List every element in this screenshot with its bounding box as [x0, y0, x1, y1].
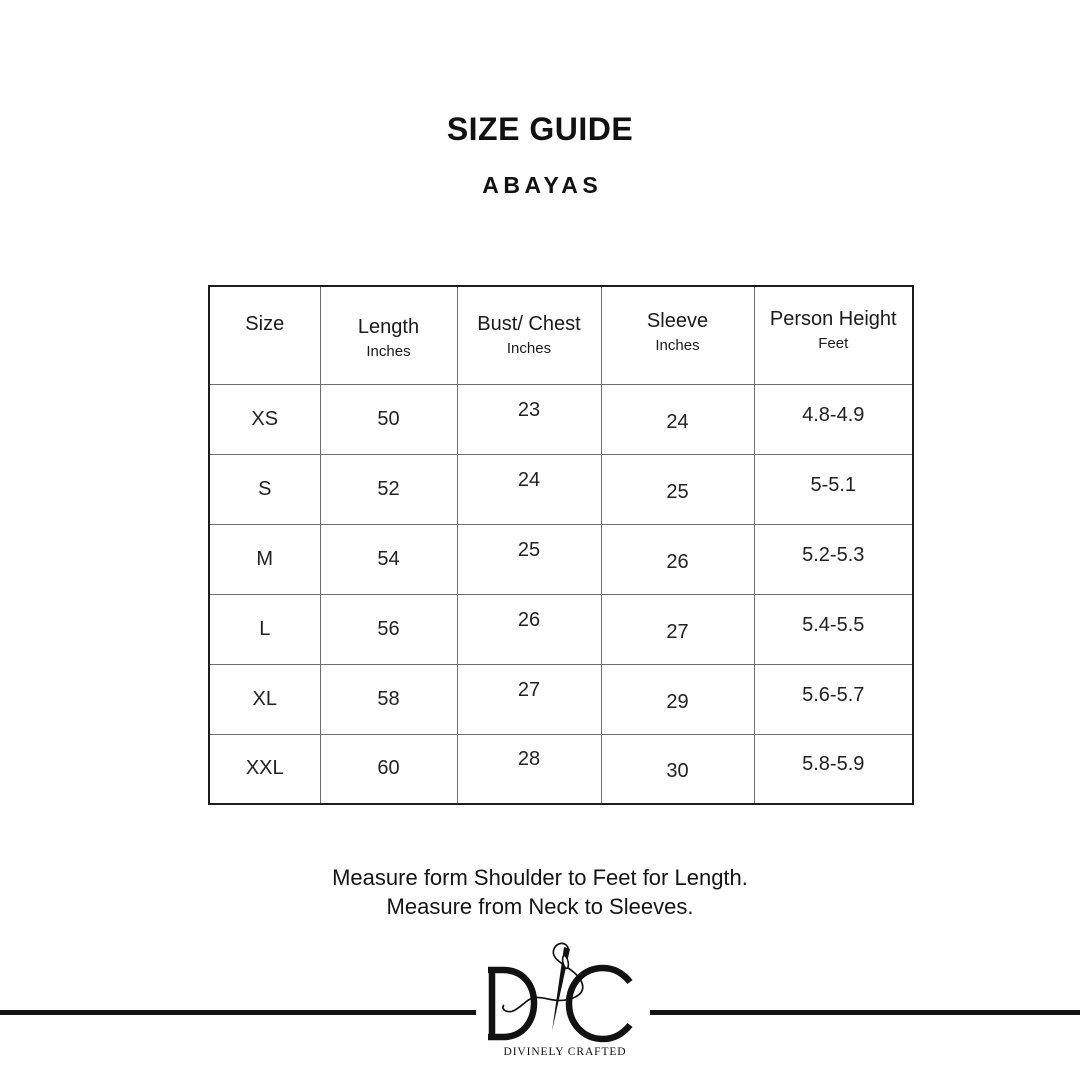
letter-d-glyph [488, 970, 534, 1037]
col-label: Person Height [769, 307, 897, 330]
col-unit [210, 340, 320, 358]
sleeve-cell: 26 [601, 524, 754, 594]
col-header-person-height [754, 286, 913, 384]
measurement-notes [0, 864, 1080, 921]
header-row [209, 286, 913, 384]
bust-cell: 24 [457, 454, 601, 524]
divider-line-right [650, 1010, 1080, 1015]
sleeve-cell: 27 [601, 594, 754, 664]
size-cell: XL [209, 664, 320, 734]
size-chart-table [208, 285, 914, 805]
height-cell: 4.8-4.9 [754, 384, 913, 454]
col-header-bust-chest [457, 286, 601, 384]
table-row-l [209, 594, 913, 664]
bust-cell: 26 [457, 594, 601, 664]
table-row-xs [209, 384, 913, 454]
note-line-2: Measure from Neck to Sleeves. [386, 893, 694, 919]
table-row-m [209, 524, 913, 594]
sleeve-cell: 30 [601, 734, 754, 804]
col-unit: Inches [655, 336, 700, 354]
col-label: Sleeve [646, 309, 709, 332]
col-unit: Inches [506, 339, 552, 357]
needle-icon [552, 947, 570, 1031]
height-cell: 5.2-5.3 [754, 524, 913, 594]
size-cell: S [209, 454, 320, 524]
bust-cell: 27 [457, 664, 601, 734]
height-cell: 5.4-5.5 [754, 594, 913, 664]
col-label: Bust/ Chest [477, 312, 581, 335]
letter-c-glyph [569, 968, 630, 1039]
col-header-size [209, 286, 320, 384]
bust-cell: 25 [457, 524, 601, 594]
size-cell: L [209, 594, 320, 664]
page-subtitle: ABAYAS [482, 172, 603, 198]
bust-cell: 23 [457, 384, 601, 454]
brand-name: DIVINELY CRAFTED [503, 1046, 627, 1058]
table-row-xxl [209, 734, 913, 804]
length-cell: 56 [320, 594, 457, 664]
divider-line-left [0, 1010, 476, 1015]
page-title: SIZE GUIDE [446, 111, 634, 147]
size-cell: XXL [209, 734, 320, 804]
sleeve-cell: 25 [601, 454, 754, 524]
col-header-length [320, 286, 457, 384]
height-cell: 5.8-5.9 [754, 734, 913, 804]
col-unit: Feet [818, 334, 849, 352]
col-label: Length [357, 315, 420, 338]
height-cell: 5-5.1 [754, 454, 913, 524]
size-cell: M [209, 524, 320, 594]
col-header-sleeve [601, 286, 754, 384]
col-unit: Inches [366, 342, 411, 360]
length-cell: 52 [320, 454, 457, 524]
length-cell: 60 [320, 734, 457, 804]
note-line-1: Measure form Shoulder to Feet for Length. [332, 865, 748, 890]
table-row-xl [209, 664, 913, 734]
size-cell: XS [209, 384, 320, 454]
dc-monogram-icon [470, 941, 660, 1043]
col-label: Size [245, 312, 285, 335]
length-cell: 54 [320, 524, 457, 594]
brand-logo [470, 941, 660, 1058]
sleeve-cell: 29 [601, 664, 754, 734]
length-cell: 50 [320, 384, 457, 454]
length-cell: 58 [320, 664, 457, 734]
table-row-s [209, 454, 913, 524]
bust-cell: 28 [457, 734, 601, 804]
height-cell: 5.6-5.7 [754, 664, 913, 734]
sleeve-cell: 24 [601, 384, 754, 454]
